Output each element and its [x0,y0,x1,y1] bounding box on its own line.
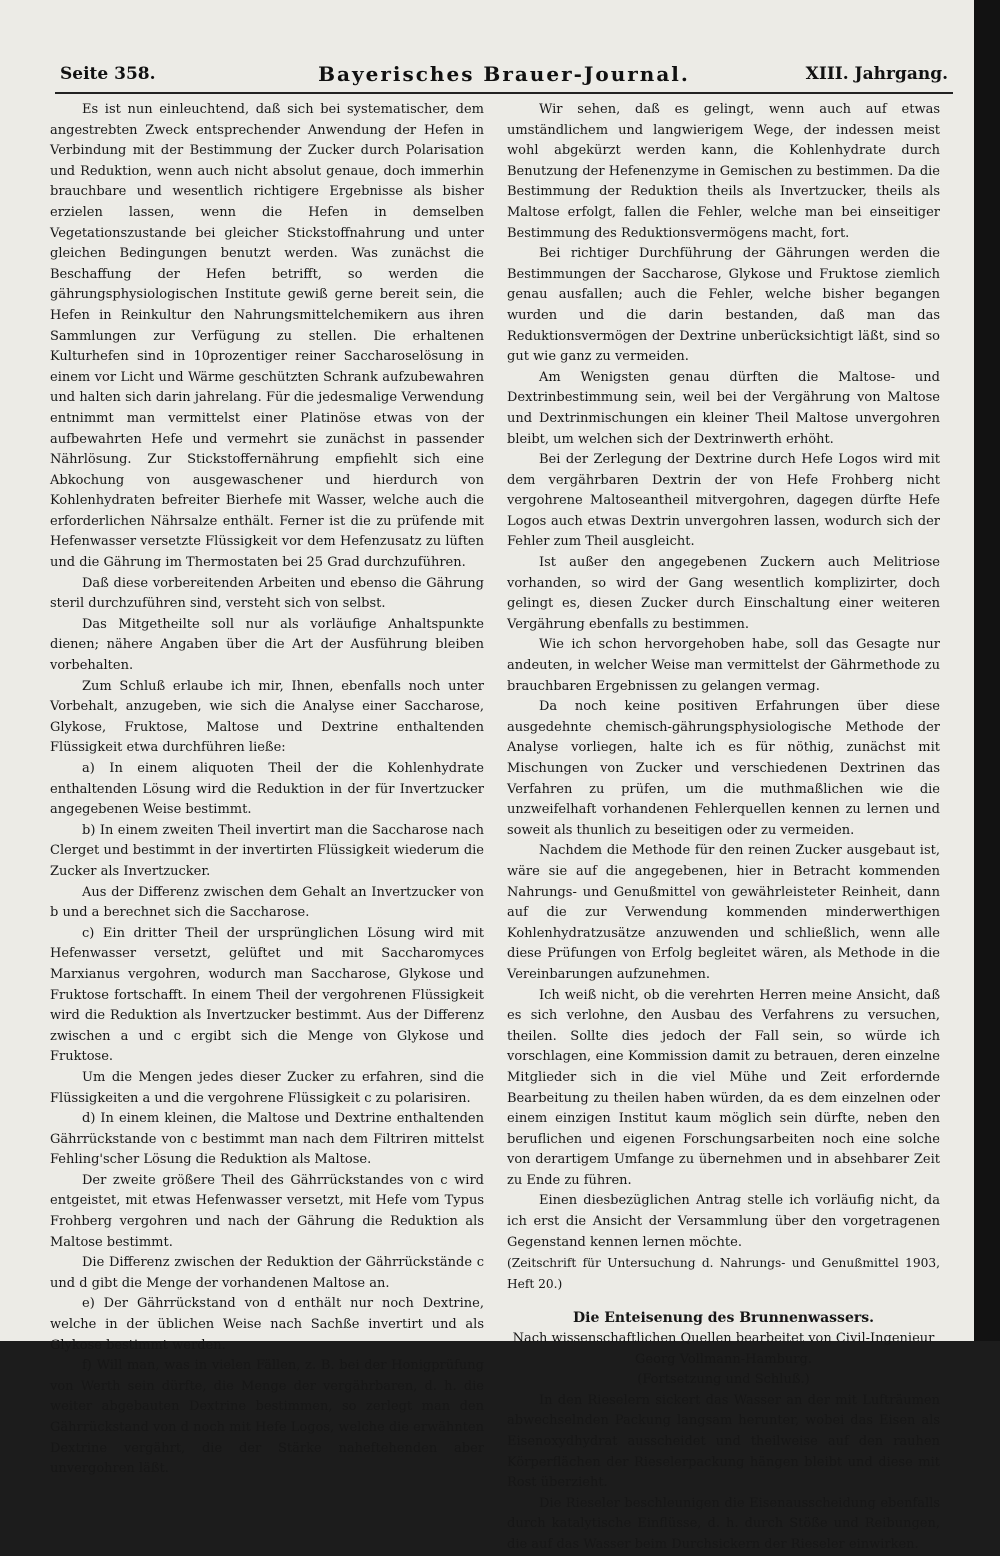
step-d: d) In einem kleinen, die Maltose und Dextrine enthaltenden Gährrückstande von c bestimmt man nach dem Filtriren mittelst Fehling'scher Lösung die Reduktion als Maltose. [50,1111,484,1168]
source-citation: (Zeitschrift für Untersuchung d. Nahrungs- und Genußmittel 1903, Heft 20.) [507,1256,940,1291]
paragraph: Ist außer den angegebenen Zuckern auch Melitriose vorhanden, so wird der Gang wesentlich komplizirter, doch gelingt es, diesen Zucker durch Einschaltung einer weiteren Vergährung ebenfalls zu bestimmen. [507,555,940,632]
right-column [507,100,940,1556]
article-byline: Nach wissenschaftlichen Quellen bearbeitet von Civil-Ingenieur [512,1331,935,1347]
paragraph: Bei richtiger Durchführung der Gährungen werden die Bestimmungen der Saccharose, Glykose und Fruktose ziemlich genau ausfallen; auch die Fehler, welche bisher begangen wurden und die darin bestanden, daß man das Reduktionsvermögen der Dextrine unberücksichtigt läßt, sind so gut wie ganz zu vermeiden. [507,246,940,365]
step-a: a) In einem aliquoten Theil der die Kohlenhydrate enthaltenden Lösung wird die Reduktion in der für Invertzucker angegebenen Weise bestimmt. [50,761,484,818]
header-rule [55,92,953,94]
paragraph: Die Differenz zwischen der Reduktion der Gährrückstände c und d gibt die Menge der vorhandenen Maltose an. [50,1255,484,1291]
volume-label: XIII. Jahrgang. [805,64,948,84]
step-f: f) Will man, was in vielen Fällen, z. B. bei der Honigprüfung von Werth sein dürfte, die Menge der vergährbaren, d. h. die weiter abgebauten Dextrine bestimmen, so zerlegt man den Gährrückstand von d noch mit Hefe Logos, welche die erwähnten Dextrine vergährt, die der Stärke naheftehenden aber unvergohren läßt. [50,1358,484,1477]
paragraph: Das Mitgetheilte soll nur als vorläufige Anhaltspunkte dienen; nähere Angaben über die Art der Ausführung bleiben vorbehalten. [50,616,484,674]
paragraph: Daß diese vorbereitenden Arbeiten und ebenso die Gährung steril durchzuführen sind, versteht sich von selbst. [50,575,484,612]
paragraph: Der zweite größere Theil des Gährrückstandes von c wird entgeistet, mit etwas Hefenwasser versetzt, mit Hefe vom Typus Frohberg vergohren und nach der Gährung die Reduktion als Maltose bestimmt. [50,1172,484,1250]
paragraph: Da noch keine positiven Erfahrungen über diese ausgedehnte chemisch-gährungsphysiologische Methode der Analyse vorliegen, halte ich es für nöthig, zunächst mit Mischungen von Zucker und verschiedenen Dextrinen das Verfahren zu prüfen, um die muthmaßlichen wie die unzweifelhaft vorhandenen Fehlerquellen kennen zu lernen und soweit als thunlich zu beseitigen oder zu vermeiden. [507,699,940,838]
paragraph: Am Wenigsten genau dürften die Maltose- und Dextrinbestimmung sein, weil bei der Vergährung von Maltose und Dextrinmischungen ein kleiner Theil Maltose unvergohren bleibt, um welchen sich der Dextrinwerth erhöht. [507,369,940,447]
paragraph: Um die Mengen jedes dieser Zucker zu erfahren, sind die Flüssigkeiten a und die vergohrene Flüssigkeit c zu polarisiren. [50,1069,484,1106]
scan-edge [974,0,1000,1341]
paragraph: Ich weiß nicht, ob die verehrten Herren meine Ansicht, daß es sich verlohne, den Ausbau des Verfahrens zu versuchen, theilen. Sollte dies jedoch der Fall sein, so würde ich vorschlagen, eine Kommission damit zu betrauen, deren einzelne Mitglieder sich in die viel Mühe und Zeit erfordernde Bearbeitung zu theilen haben würden, da es dem einzelnen oder einem einzigen Institut kaum möglich sein dürfte, neben den beruflichen und eigenen Forschungsarbeiten noch eine solche von derartigem Umfange zu übernehmen und in absehbarer Zeit zu Ende zu führen. [507,987,940,1188]
paragraph: Einen diesbezüglichen Antrag stelle ich vorläufig nicht, da ich erst die Ansicht der Versammlung über den vorgetragenen Gegenstand kennen lernen möchte. [507,1193,940,1250]
paragraph: Die Rieseler beschleunigen die Eisenausscheidung ebenfalls durch katalytische Einflüsse, d. h. durch Stöße und Reibungen, die auf das Wasser beim Durchsickern der Rieseler einwirken. [507,1495,940,1552]
journal-title: Bayerisches Brauer-Journal. [318,62,690,86]
page-header [60,62,948,92]
left-column [50,100,484,1480]
paragraph: Bei der Zerlegung der Dextrine durch Hefe Logos wird mit dem vergährbaren Dextrin der von Hefe Frohberg nicht vergohrene Maltoseantheil mitvergohren, dagegen dürfte Hefe Logos auch etwas Dextrin unvergohren lassen, wodurch sich der Fehler zum Theil ausgleicht. [507,452,940,550]
article-author: Georg Vollmann-Hamburg. [635,1351,812,1367]
paragraph: Zum Schluß erlaube ich mir, Ihnen, ebenfalls noch unter Vorbehalt, anzugeben, wie sich die Analyse einer Saccharose, Glykose, Fruktose, Maltose und Dextrine enthaltenden Flüssigkeit etwa durchführen ließe: [50,678,484,756]
article-title: Die Enteisenung des Brunnenwassers. [573,1310,874,1327]
paragraph: Es ist nun einleuchtend, daß sich bei systematischer, dem angestrebten Zweck entsprechender Anwendung der Hefen in Verbindung mit der Bestimmung der Zucker durch Polarisation und Reduktion, wenn auch nicht absolut genaue, doch immerhin brauchbare und wesentlich richtigere Ergebnisse als bisher erzielen lassen, wenn die Hefen in demselben Vegetationszustande bei gleicher Stickstoffnahrung und unter gleichen Bedingungen benutzt werden. Was zunächst die Beschaffung der Hefen betrifft, so werden die gährungsphysiologischen Institute gewiß gerne bereit sein, die Hefen in Reinkultur den Nahrungsmittelchemikern aus ihren Sammlungen zur Verfügung zu stellen. Die erhaltenen Kulturhefen sind in 10prozentiger reiner Saccharoselösung in einem vor Licht und Wärme geschützten Schrank aufzubewahren und halten sich darin jahrelang. Für die jedesmalige Verwendung entnimmt man vermittelst einer Platinöse etwas von der aufbewahrten Hefe und vermehrt sie zunächst in passender Nährlösung. Zur Stickstoffernährung empfiehlt sich eine Abkochung von ausgewaschener und hierdurch von Kohlenhydraten befreiter Bierhefe mit Wasser, welche auch die erforderlichen Nährsalze enthält. Ferner ist die zu prüfende mit Hefenwasser versetzte Flüssigkeit vor dem Hefenzusatz zu lüften und die Gährung im Thermostaten bei 25 Grad durchzuführen. [50,102,484,571]
paragraph: Wir sehen, daß es gelingt, wenn auch auf etwas umständlichem und langwierigem Wege, der indessen meist wohl abgekürzt werden kann, die Kohlenhydrate durch Benutzung der Hefenenzyme in Gemischen zu bestimmen. Da die Bestimmung der Reduktion theils als Invertzucker, theils als Maltose erfolgt, fallen die Fehler, welche man bei einseitiger Bestimmung des Reduktionsvermögens macht, fort. [507,102,940,241]
paragraph: In den Rieselern sickert das Wasser an der mit Lufträumen abwechselnden Packung langsam herunter, wobei das Eisen als Eisenoxydhydrat ausscheidet und theilweise auf den rauhen Körperflächen der Rieselerpackung hängen bleibt und diese mit Rost überzieht. [507,1392,940,1491]
step-c: c) Ein dritter Theil der ursprünglichen Lösung wird mit Hefenwasser versetzt, gelüftet und mit Saccharomyces Marxianus vergohren, wodurch man Saccharose, Glykose und Fruktose fortschafft. In einem Theil der vergohrenen Flüssigkeit wird die Reduktion als Invertzucker bestimmt. Aus der Differenz zwischen a und c ergibt sich die Menge von Glykose und Fruktose. [50,925,484,1065]
page-number: Seite 358. [60,64,156,84]
continuation-note: (Fortsetzung und Schluß.) [637,1372,810,1388]
paragraph: Aus der Differenz zwischen dem Gehalt an Invertzucker von b und a berechnet sich die Saccharose. [50,884,484,921]
paragraph: Wie ich schon hervorgehoben habe, soll das Gesagte nur andeuten, in welcher Weise man vermittelst der Gährmethode zu brauchbaren Ergebnissen zu gelangen vermag. [507,637,940,694]
paragraph: Nachdem die Methode für den reinen Zucker ausgebaut ist, wäre sie auf die angegebenen, hier in Betracht kommenden Nahrungs- und Genußmittel von gewährleisteter Reinheit, dann auf die zur Verwendung kommenden minderwerthigen Kohlenhydratzusätze anzuwenden und schließlich, wenn alle diese Prüfungen von Erfolg begleitet wären, als Methode in die Vereinbarungen aufzunehmen. [507,843,940,982]
step-b: b) In einem zweiten Theil invertirt man die Saccharose nach Clerget und bestimmt in der invertirten Flüssigkeit wiederum die Zucker als Invertzucker. [50,822,484,879]
step-e: e) Der Gährrückstand von d enthält nur noch Dextrine, welche in der üblichen Weise nach Sachße invertirt und als Glykose bestimmt werden. [50,1296,484,1353]
